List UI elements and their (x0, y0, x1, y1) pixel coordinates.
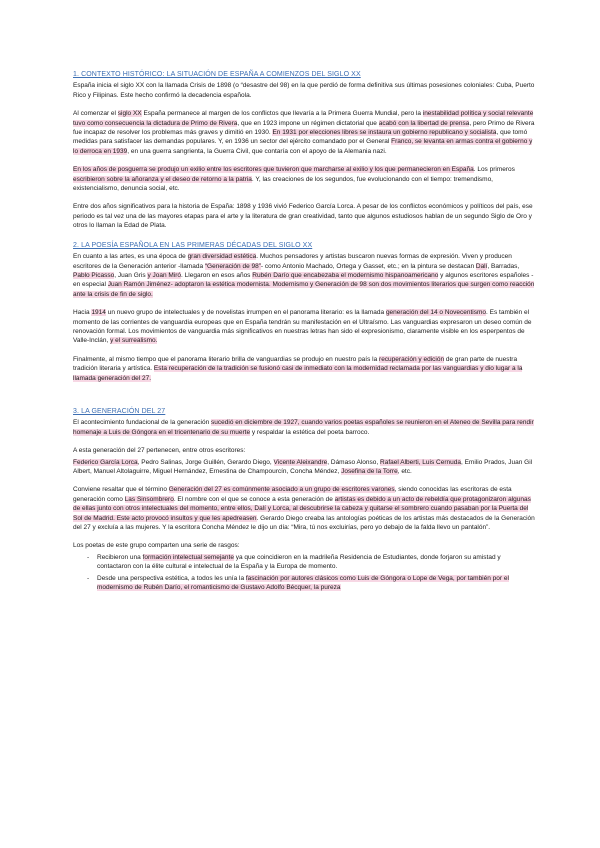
list-item: - Recibieron una formación intelectual semejante ya que coincidieron en la madrileña Residencia de Estudiantes, donde forjaron su amistad y contactaron con la élite cultural e intelectual de la España y la Europa de momento. (97, 553, 535, 572)
paragraph: En los años de posguerra se produjo un exilio entre los escritores que tuvieron que marcharse al exilio y los que permanecieron en España. Los primeros escribieron sobre la añoranza y el deseo de retorno a la patria. Y, las creaciones de los segundos, fue evolucionando con el tiempo: tremendismo, existencialismo, denuncia social, etc. (73, 166, 515, 193)
traits-list (73, 553, 535, 593)
paragraph: Entre dos años significativos para la historia de España: 1898 y 1936 vivió Federico García Lorca. A pesar de los conflictos económicos y políticos del país, ese periodo es tal vez una de las mayores etapas para el arte y la literatura de gran creatividad, tanto que algunos estudiosos hablan de un segundo Siglo de Oro y otros lo llaman la Edad de Plata. (73, 203, 533, 230)
section-2 (73, 241, 535, 383)
paragraph: Federico García Lorca, Pedro Salinas, Jorge Guillén, Gerardo Diego, Vicente Aleixandre, Dámaso Alonso, Rafael Alberti, Luis Cernuda, Emilio Prados, Juan Gil Albert, Manuel Altolaguirre, Miguel Hernández, Ernestina de Champourcín, Concha Méndez, Josefina de la Torre, etc. (73, 458, 533, 475)
section-3-heading: 3. LA GENERACIÓN DEL 27 (73, 407, 166, 415)
section-1-heading: 1. CONTEXTO HISTÓRICO: LA SITUACIÓN DE ESPAÑA A COMIENZOS DEL SIGLO XX (73, 71, 361, 78)
paragraph: En cuanto a las artes, es una época de gran diversidad estética. Muchos pensadores y artistas buscaron nuevas formas de expresión. Viven y producen escritores de la Generación anterior -llamada “Generación de 98”- como Antonio Machado, Ortega y Gasset, etc.; en la pintura se destacan Dalí, Barradas, Pablo Picasso, Juan Gris y Joan Miró. Llegaron en esos años Rubén Darío que encabezaba el modernismo hispanoamericano y algunos escritores españoles -en especial Juan Ramón Jiménez- adoptaron la estética modernista. Modernismo y Generación de 98 son dos movimientos literarios que surgen como reacción ante la crisis de fin de siglo. (73, 253, 535, 298)
paragraph: España inicia el siglo XX con la llamada Crisis de 1898 (o “desastre del 98) en la que perdió de forma definitiva sus últimas posesiones coloniales: Cuba, Puerto Rico y Filipinas. Este hecho confirmó la decadencia española. (73, 82, 535, 99)
paragraph: El acontecimiento fundacional de la generación sucedió en diciembre de 1927, cuando varios poetas españoles se reunieron en el Ateneo de Sevilla para rendir homenaje a Luis de Góngora en el tricentenario de su muerte y respaldar la estética del poeta barroco. (73, 419, 534, 436)
paragraph: Conviene resaltar que el término Generación del 27 es comúnmente asociado a un grupo de escritores varones, siendo conocidas las escritoras de esta generación como Las Sinsombrero. El nombre con el que se conoce a esta generación de artistas es debido a un acto de rebeldía que protagonizaron algunas de ellas junto con otros intelectuales del momento, entre ellos, Dalí y Lorca, al descubrirse la cabeza y quitarse el sombrero cuando pasaban por la Puerta del Sol de Madrid. Este acto provocó insultos y que les apedreasen. Gerardo Diego creaba las antologías poéticas de los artistas más destacados de la Generación del 27 y excluía a las mujeres. Y la escritora Concha Méndez le dijo un día: “Mira, tú nos excluirías, pero yo debajo de la falda llevo un pantalón”. (73, 486, 535, 532)
paragraph: Los poetas de este grupo comparten una serie de rasgos: (73, 542, 240, 550)
section-1 (73, 70, 535, 231)
spacer (73, 393, 535, 407)
section-2-heading: 2. LA POESÍA ESPAÑOLA EN LAS PRIMERAS DÉCADAS DEL SIGLO XX (73, 241, 313, 249)
paragraph: Al comenzar el siglo XX España permanece al margen de los conflictos que llevaría a la Primera Guerra Mundial, pero la inestabilidad política y social relevante tuvo como consecuencia la dictadura de Primo de Rivera, que en 1923 impone un régimen dictatorial que acabó con la libertad de prensa, pero Primo de Rivera fue incapaz de resolver los problemas más graves y dimitió en 1930. En 1931 por elecciones libres se instaura un gobierno republicano y socialista, que tomó medidas para satisfacer las demandas populares. Y, en 1936 un sector del ejército comandado por el General Franco, se levanta en armas contra el gobierno y lo derroca en 1939, en una guerra sangrienta, la Guerra Civil, que contaría con el apoyo de la Alemania nazi. (73, 110, 535, 155)
document-body (73, 70, 535, 602)
section-3 (73, 407, 535, 593)
paragraph: Hacia 1914 un nuevo grupo de intelectuales y de novelistas irrumpen en el panorama literario: es la llamada generación del 14 o Novecentismo. Es también el momento de las corrientes de vanguardia europeas que en España tendrán su manifestación en el Ultraísmo. Las vanguardias expresaron un deseo común de renovación formal. Los movimientos de vanguardia más significativos en nuestras letras han sido el expresionismo, claramente visible en los esperpentos de Valle-Inclán, y el surrealismo. (73, 309, 532, 345)
paragraph: A esta generación del 27 pertenecen, entre otros escritores: (73, 447, 246, 455)
paragraph: Finalmente, al mismo tiempo que el panorama literario brilla de vanguardias se produjo en nuestro país la recuperación y edición de gran parte de nuestra tradición literaria y artística. Esta recuperación de la tradición se fusionó casi de inmediato con la modernidad reclamada por las vanguardias y dio lugar a la llamada generación del 27. (73, 355, 523, 382)
list-item: - Desde una perspectiva estética, a todos les unía la fascinación por autores clásicos como Luis de Góngora o Lope de Vega, por también por el modernismo de Rubén Darío, el romanticismo de Gustavo Adolfo Bécquer, la pureza (97, 574, 535, 593)
